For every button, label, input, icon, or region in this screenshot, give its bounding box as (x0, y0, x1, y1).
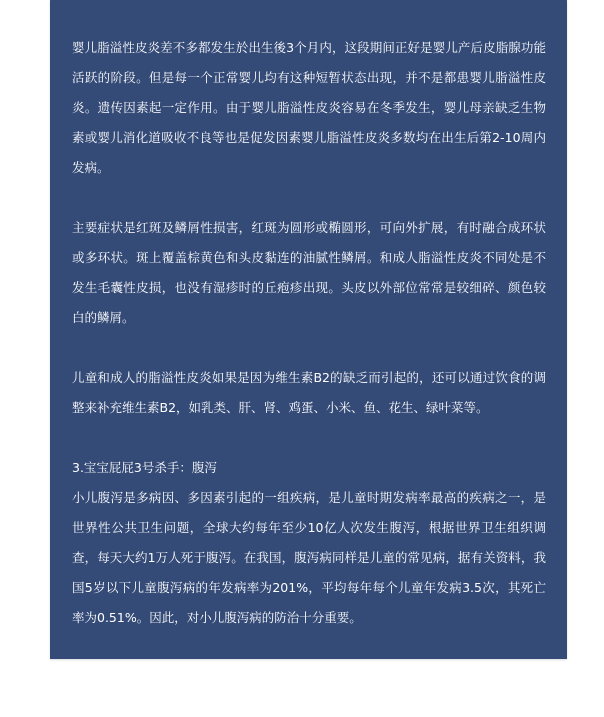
paragraph-spacer (72, 423, 546, 453)
article-panel (50, 0, 567, 659)
paragraph-infant-seborrheic-dermatitis-onset: 婴儿脂溢性皮炎差不多都发生於出生後3个月内，这段期间正好是婴儿产后皮脂腺功能活跃的阶段。但是每一个正常婴儿均有这种短暂状态出现，并不是都患婴儿脂溢性皮炎。遗传因素起一定作用。由于婴儿脂溢性皮炎容易在冬季发生，婴儿母亲缺乏生物素或婴儿消化道吸收不良等也是促发因素婴儿脂溢性皮炎多数均在出生后第2-10周内发病。 (72, 40, 546, 175)
paragraph-child-diarrhea: 小儿腹泻是多病因、多因素引起的一组疾病，是儿童时期发病率最高的疾病之一，是世界性公共卫生问题，全球大约每年至少10亿人次发生腹泻，根据世界卫生组织调查，每天大约1万人死于腹泻。在我国，腹泻病同样是儿童的常见病，据有关资料，我国5岁以下儿童腹泻病的年发病率为201%，平均每年每个儿童年发病3.5次，其死亡率为0.51%。因此，对小儿腹泻病的防治十分重要。 (72, 490, 546, 625)
paragraph-spacer (72, 333, 546, 363)
paragraph-spacer (72, 183, 546, 213)
section-heading-diarrhea: 3.宝宝屁屁3号杀手：腹泻 (72, 460, 217, 475)
paragraph-main-symptoms: 主要症状是红斑及鳞屑性损害，红斑为圆形或椭圆形，可向外扩展，有时融合成环状或多环状。斑上覆盖棕黄色和头皮黏连的油腻性鳞屑。和成人脂溢性皮炎不同处是不发生毛囊性皮损，也没有湿疹时的丘疱疹出现。头皮以外部位常常是较细碎、颜色较白的鳞屑。 (72, 220, 546, 325)
article-body (72, 33, 546, 633)
paragraph-vitamin-b2: 儿童和成人的脂溢性皮炎如果是因为维生素B2的缺乏而引起的，还可以通过饮食的调整来补充维生素B2，如乳类、肝、肾、鸡蛋、小米、鱼、花生、绿叶菜等。 (72, 370, 546, 415)
